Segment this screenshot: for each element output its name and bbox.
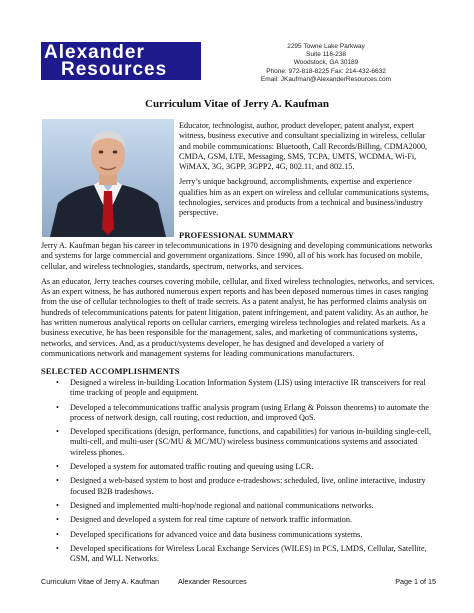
- footer-company-name: Alexander Resources: [178, 577, 247, 586]
- list-item-text: Designed a wireless in-building Location Information System (LIS) using interactive IR transceivers for real time tracking of people and equipment.: [70, 378, 426, 398]
- address-city: Woodstock, GA 30189: [293, 59, 359, 67]
- intro-paragraph-2: Jerry’s unique background, accomplishments, expertise and experience qualifies him as an expert on wireless and cellular communications systems, technologies, services and products from a technical and business/industry perspective.: [179, 177, 429, 218]
- logo-line-1: Alexander: [44, 42, 145, 63]
- list-item-text: Designed and implemented multi-hop/node regional and national communications networks.: [70, 500, 374, 510]
- bullet-icon: •: [56, 402, 59, 412]
- address-street: 2295 Towne Lake Parkway: [287, 43, 365, 50]
- portrait-illustration: [42, 119, 174, 237]
- professional-summary-text: [41, 241, 436, 364]
- footer-document-name: Curriculum Vitae of Jerry A. Kaufman: [41, 577, 160, 586]
- list-item: [54, 515, 438, 525]
- list-item: [54, 501, 438, 511]
- bullet-icon: •: [56, 476, 59, 486]
- document-title: Curriculum Vitae of Jerry A. Kaufman: [145, 98, 329, 110]
- list-item-text: Developed a system for automated traffic routing and queuing using LCR.: [70, 462, 314, 472]
- bullet-icon: •: [56, 427, 59, 437]
- footer-page-number: Page 1 of 15: [395, 577, 436, 586]
- accomplishments-list: [54, 378, 438, 568]
- list-item: [54, 378, 438, 399]
- address-email: Email: JKaufman@AlexanderResources.com: [260, 75, 392, 83]
- bullet-icon: •: [56, 543, 59, 553]
- bullet-icon: •: [56, 378, 59, 387]
- intro-text: [179, 121, 434, 224]
- list-item-text: Developed a telecommunications traffic analysis program (using Erlang & Poisson theorems) to automate the process of network design, call routing, cost reduction, and improved QoS.: [70, 402, 429, 422]
- portrait-photo: [42, 119, 174, 237]
- list-item: [54, 427, 438, 458]
- list-item: [54, 544, 438, 565]
- list-item: [54, 403, 438, 424]
- list-item: [54, 476, 438, 497]
- bullet-icon: •: [56, 462, 59, 472]
- bullet-icon: •: [56, 500, 59, 510]
- company-logo: [41, 42, 201, 80]
- professional-summary-heading: PROFESSIONAL SUMMARY: [179, 231, 295, 240]
- logo-line-2: Resources: [61, 59, 168, 80]
- list-item-text: Designed and developed a system for real time capture of network traffic information.: [70, 515, 352, 525]
- summary-paragraph-1: Jerry A. Kaufman began his career in telecommunications in 1970 designing and developing communications networks and systems for large commercial and government organizations. Since 1990, all of his work has focused on mobile, cellular, and wireless technologies, standards, spectrum, networks, and services.: [41, 241, 433, 271]
- company-address: [226, 43, 426, 84]
- selected-accomplishments-heading: SELECTED ACCOMPLISHMENTS: [41, 367, 180, 376]
- list-item-text: Designed a web-based system to host and produce e-tradeshows: scheduled, live, online interactive, industry focused B2B tradeshows.: [70, 476, 426, 496]
- list-item: [54, 530, 438, 540]
- bullet-icon: •: [56, 515, 59, 525]
- list-item-text: Developed specifications for Wireless Local Exchange Services (WILES) in PCS, LMDS, Cellular, Satellite, GSM, and WLL Networks.: [70, 543, 427, 564]
- intro-paragraph-1: Educator, technologist, author, product developer, patent analyst, expert witness, business executive and consultant specializing in wireless, cellular and mobile communications: Bluetooth, Call Records/Billing, CDMA2000, CMDA, GSM, LTE, Messaging, SMS, TCPA, UMTS, WCDMA, Wi-Fi, WiMAX, 3G, 3GPP, 3GPP2, 4G, 802.11, and 802.15.: [179, 121, 428, 172]
- list-item-text: Developed specifications for advanced voice and data business communications systems.: [70, 529, 363, 539]
- list-item-text: Developed specifications (design, performance, functions, and capabilities) for various in-building single-cell, multi-cell, and multi-user (SC/MU & MC/MU) wireless business communications systems and associated wireless phones.: [70, 427, 432, 457]
- address-phone-fax: Phone: 972-818-8225 Fax: 214-432-6632: [266, 67, 386, 75]
- list-item: [54, 462, 438, 472]
- address-suite: Suite 116-238: [306, 51, 346, 59]
- bullet-icon: •: [56, 529, 59, 539]
- summary-paragraph-2: As an educator, Jerry teaches courses covering mobile, cellular, and fixed wireless technologies, networks, and services. As an expert witness, he has authored numerous expert reports and has been deposed numerous times in cases ranging from the use of cellular technologies to theft of trade secrets. As a patent analyst, he has performed claims analysis on hundreds of telecommunications patents for patent litigation, patent infringement, and patent validity. As an author, he has written numerous analytical reports on cellular carriers, emerging wireless technologies and related markets. As a business executive, he has been responsible for the management, sales, and marketing of communications systems, networks, and services. And, as a product/systems developer, he has designed and developed a variety of communications network and management systems for leading communications manufacturers.: [41, 276, 435, 358]
